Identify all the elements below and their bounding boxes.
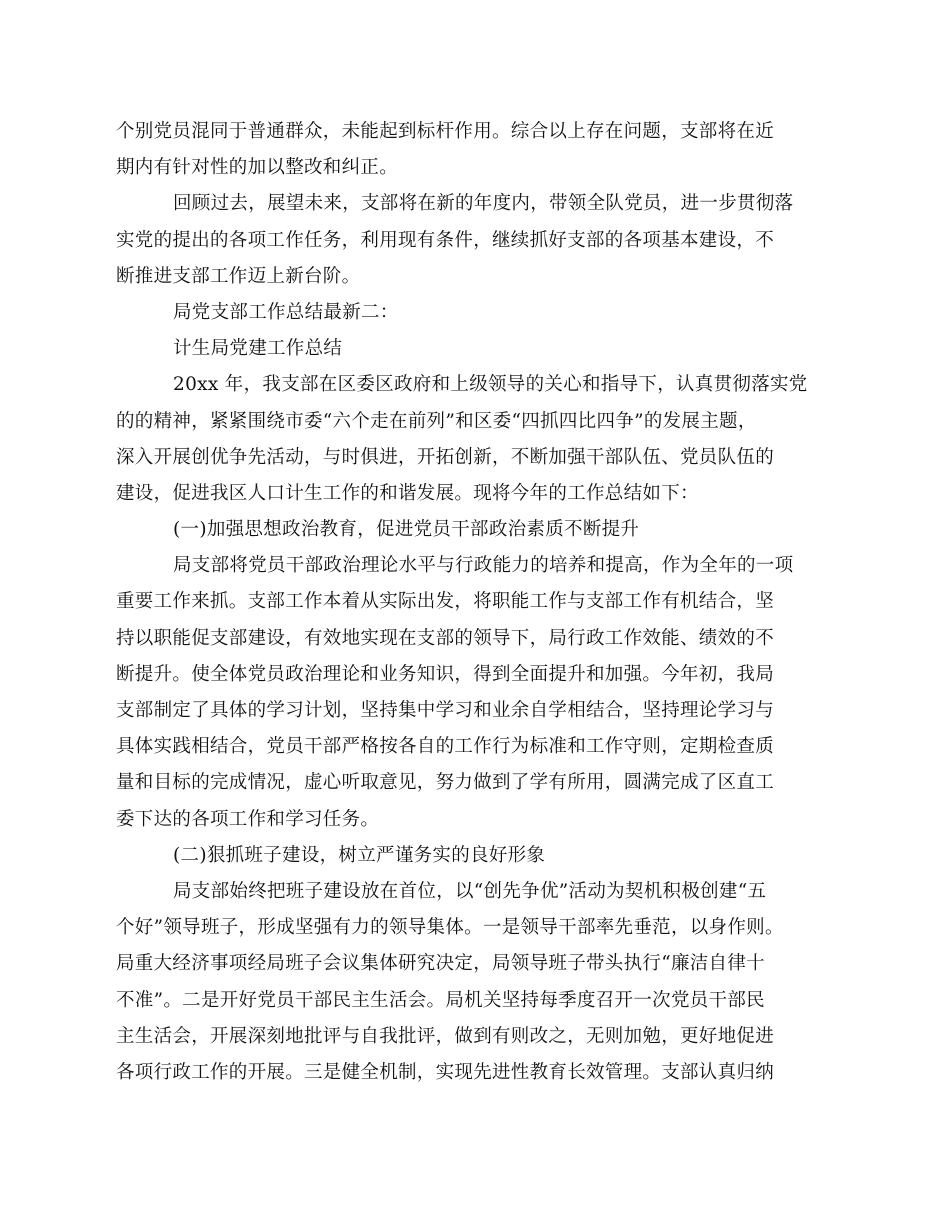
text-line: 具体实践相结合，党员干部严格按各自的工作行为标准和工作守则，定期检查质 xyxy=(116,736,775,758)
text-line: 回顾过去，展望未来，支部将在新的年度内，带领全队党员，进一步贯彻落 xyxy=(173,193,794,215)
text-line: 局支部将党员干部政治理论水平与行政能力的培养和提高，作为全年的一项 xyxy=(173,555,794,577)
text-line: 断提升。使全体党员政治理论和业务知识，得到全面提升和加强。今年初，我局 xyxy=(116,663,775,685)
section-heading: 局党支部工作总结最新二： xyxy=(173,301,399,323)
subsection-heading: (一)加强思想政治教育，促进党员干部政治素质不断提升 xyxy=(173,519,640,541)
text-line: 局支部始终把班子建设放在首位，以“创先争优”活动为契机积极创建“五 xyxy=(173,880,767,902)
text-line: 深入开展创优争先活动，与时俱进，开拓创新，不断加强干部队伍、党员队伍的 xyxy=(116,446,775,468)
text-line: 期内有针对性的加以整改和纠正。 xyxy=(116,157,399,179)
text-line: 持以职能促支部建设，有效地实现在支部的领导下，局行政工作效能、绩效的不 xyxy=(116,627,775,649)
subsection-heading: (二)狠抓班子建设，树立严谨务实的良好形象 xyxy=(173,844,546,866)
document-body xyxy=(116,114,806,1091)
text-line: 量和目标的完成情况，虚心听取意见，努力做到了学有所用，圆满完成了区直工 xyxy=(116,772,775,794)
text-line: 重要工作来抓。支部工作本着从实际出发，将职能工作与支部工作有机结合，坚 xyxy=(116,591,775,613)
text-line: 20xx 年，我支部在区委区政府和上级领导的关心和指导下，认真贯彻落实党 xyxy=(173,374,808,396)
text-line: 局重大经济事项经局班子会议集体研究决定，局领导班子带头执行“廉洁自律十 xyxy=(116,953,765,975)
text-line: 不准”。二是开好党员干部民主生活会。局机关坚持每季度召开一次党员干部民 xyxy=(116,989,765,1011)
text-line: 各项行政工作的开展。三是健全机制，实现先进性教育长效管理。支部认真归纳 xyxy=(116,1061,775,1083)
text-line: 委下达的各项工作和学习任务。 xyxy=(116,808,380,830)
text-line: 个别党员混同于普通群众，未能起到标杆作用。综合以上存在问题，支部将在近 xyxy=(116,121,775,142)
text-line: 主生活会，开展深刻地批评与自我批评，做到有则改之，无则加勉，更好地促进 xyxy=(116,1025,775,1047)
text-line: 建设，促进我区人口计生工作的和谐发展。现将今年的工作总结如下： xyxy=(116,482,699,504)
text-line: 个好”领导班子，形成坚强有力的领导集体。一是领导干部率先垂范，以身作则。 xyxy=(116,917,784,939)
text-line: 的的精神，紧紧围绕市委“六个走在前列”和区委“四抓四比四争”的发展主题， xyxy=(116,410,757,432)
text-line: 支部制定了具体的学习计划，坚持集中学习和业余自学相结合，坚持理论学习与 xyxy=(116,700,775,721)
text-line: 断推进支部工作迈上新台阶。 xyxy=(116,265,361,287)
text-line: 实党的提出的各项工作任务，利用现有条件，继续抓好支部的各项基本建设，不 xyxy=(116,229,775,251)
section-title: 计生局党建工作总结 xyxy=(173,338,343,360)
